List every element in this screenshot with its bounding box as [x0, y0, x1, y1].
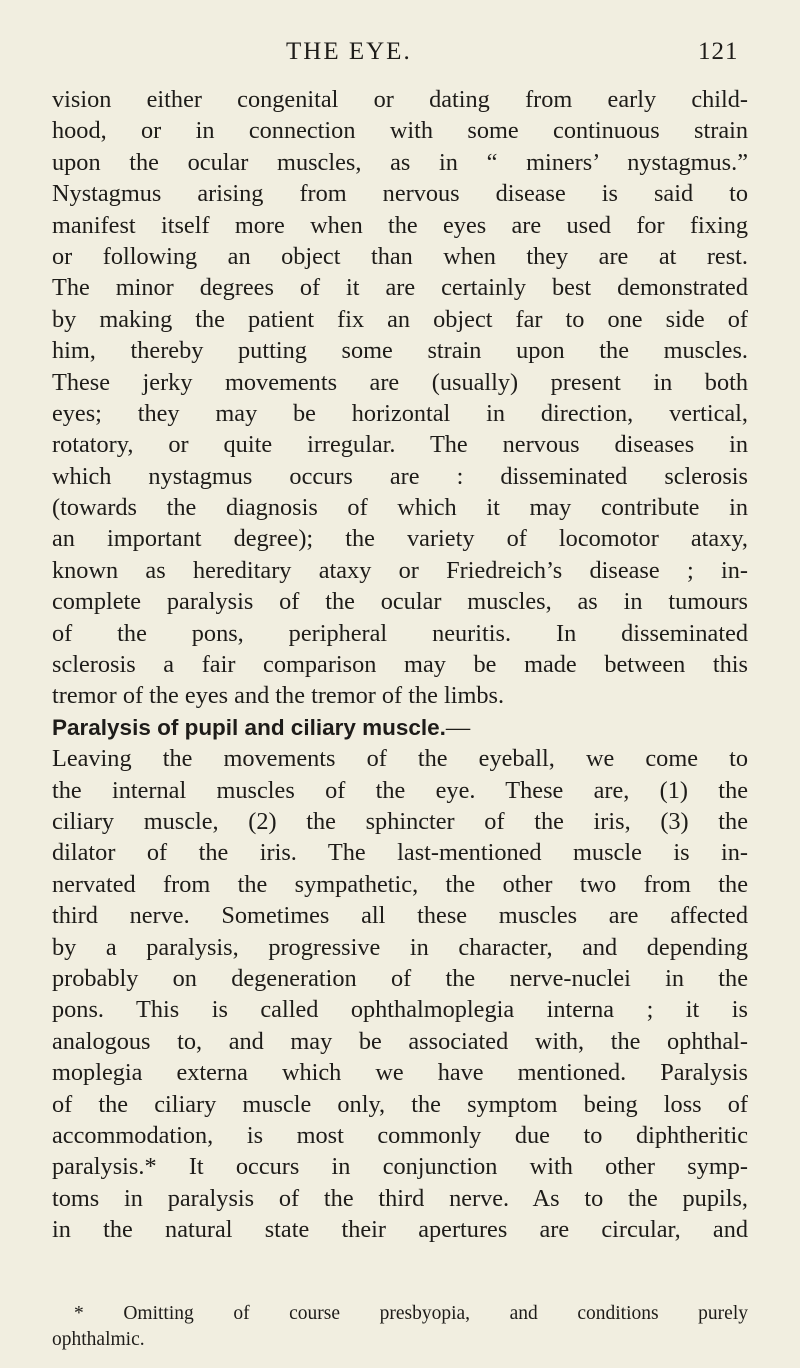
text-line: by a paralysis, progressive in character, and depending [52, 933, 748, 961]
page-header [0, 36, 800, 68]
text-line: These jerky movements are (usually) present in both [52, 368, 748, 396]
page-number: 121 [698, 38, 739, 65]
section-heading: Paralysis of pupil and ciliary muscle. [52, 714, 446, 740]
text-line: pons. This is called ophthalmoplegia interna ; it is [52, 996, 748, 1024]
text-line: complete paralysis of the ocular muscles, as in tumours [52, 588, 748, 616]
text-line: moplegia externa which we have mentioned. Paralysis [52, 1059, 748, 1087]
text-line: or following an object than when they are at rest. [52, 242, 748, 270]
running-head: THE EYE. [286, 38, 412, 65]
text-line: accommodation, is most commonly due to diphtheritic [52, 1121, 748, 1149]
text-line: (towards the diagnosis of which it may contribute in [52, 494, 748, 522]
text-line: toms in paralysis of the third nerve. As to the pupils, [52, 1184, 748, 1212]
text-line: dilator of the iris. The last-mentioned muscle is in- [52, 839, 748, 867]
text-line: third nerve. Sometimes all these muscles are affected [52, 902, 748, 930]
text-line: him, thereby putting some strain upon the muscles. [52, 337, 748, 365]
text-line: analogous to, and may be associated with, the ophthal- [52, 1027, 748, 1055]
em-dash: — [445, 713, 471, 741]
text-line: probably on degeneration of the nerve-nuclei in the [52, 964, 748, 992]
text-line: vision either congenital or dating from early child- [52, 86, 748, 113]
text-line: nervated from the sympathetic, the other two from the [52, 870, 748, 898]
footnote-line: ophthalmic. [52, 1329, 145, 1350]
text-line: by making the patient fix an object far to one side of [52, 305, 748, 333]
text-line: manifest itself more when the eyes are used for fixing [52, 211, 748, 239]
body-text [52, 84, 748, 1245]
text-line: the internal muscles of the eye. These are, (1) the [52, 776, 748, 804]
text-line: hood, or in connection with some continuous strain [52, 117, 748, 145]
text-line: eyes; they may be horizontal in direction, vertical, [52, 399, 748, 427]
footnote-line: * Omitting of course presbyopia, and conditions purely [74, 1303, 748, 1324]
footnote [52, 1301, 748, 1353]
text-line: paralysis.* It occurs in conjunction with other symp- [52, 1153, 748, 1181]
text-line: rotatory, or quite irregular. The nervous diseases in [52, 431, 748, 459]
text-line: The minor degrees of it are certainly best demonstrated [52, 274, 748, 302]
text-line: an important degree); the variety of locomotor ataxy, [52, 525, 748, 553]
text-line: of the pons, peripheral neuritis. In disseminated [52, 619, 748, 647]
text-line: tremor of the eyes and the tremor of the limbs. [52, 682, 505, 710]
text-line: in the natural state their apertures are circular, and [52, 1216, 748, 1244]
text-line: known as hereditary ataxy or Friedreich’s disease ; in- [52, 556, 748, 584]
text-line: of the ciliary muscle only, the symptom being loss of [52, 1090, 748, 1118]
text-line: which nystagmus occurs are : disseminated sclerosis [52, 462, 748, 490]
text-line: sclerosis a fair comparison may be made between this [52, 651, 748, 679]
text-line: Leaving the movements of the eyeball, we come to [52, 745, 748, 773]
text-line: Nystagmus arising from nervous disease is said to [52, 180, 748, 208]
section-heading-line [52, 712, 748, 743]
text-line: upon the ocular muscles, as in “ miners’ nystagmus.” [52, 148, 748, 176]
text-line: ciliary muscle, (2) the sphincter of the iris, (3) the [52, 807, 748, 835]
